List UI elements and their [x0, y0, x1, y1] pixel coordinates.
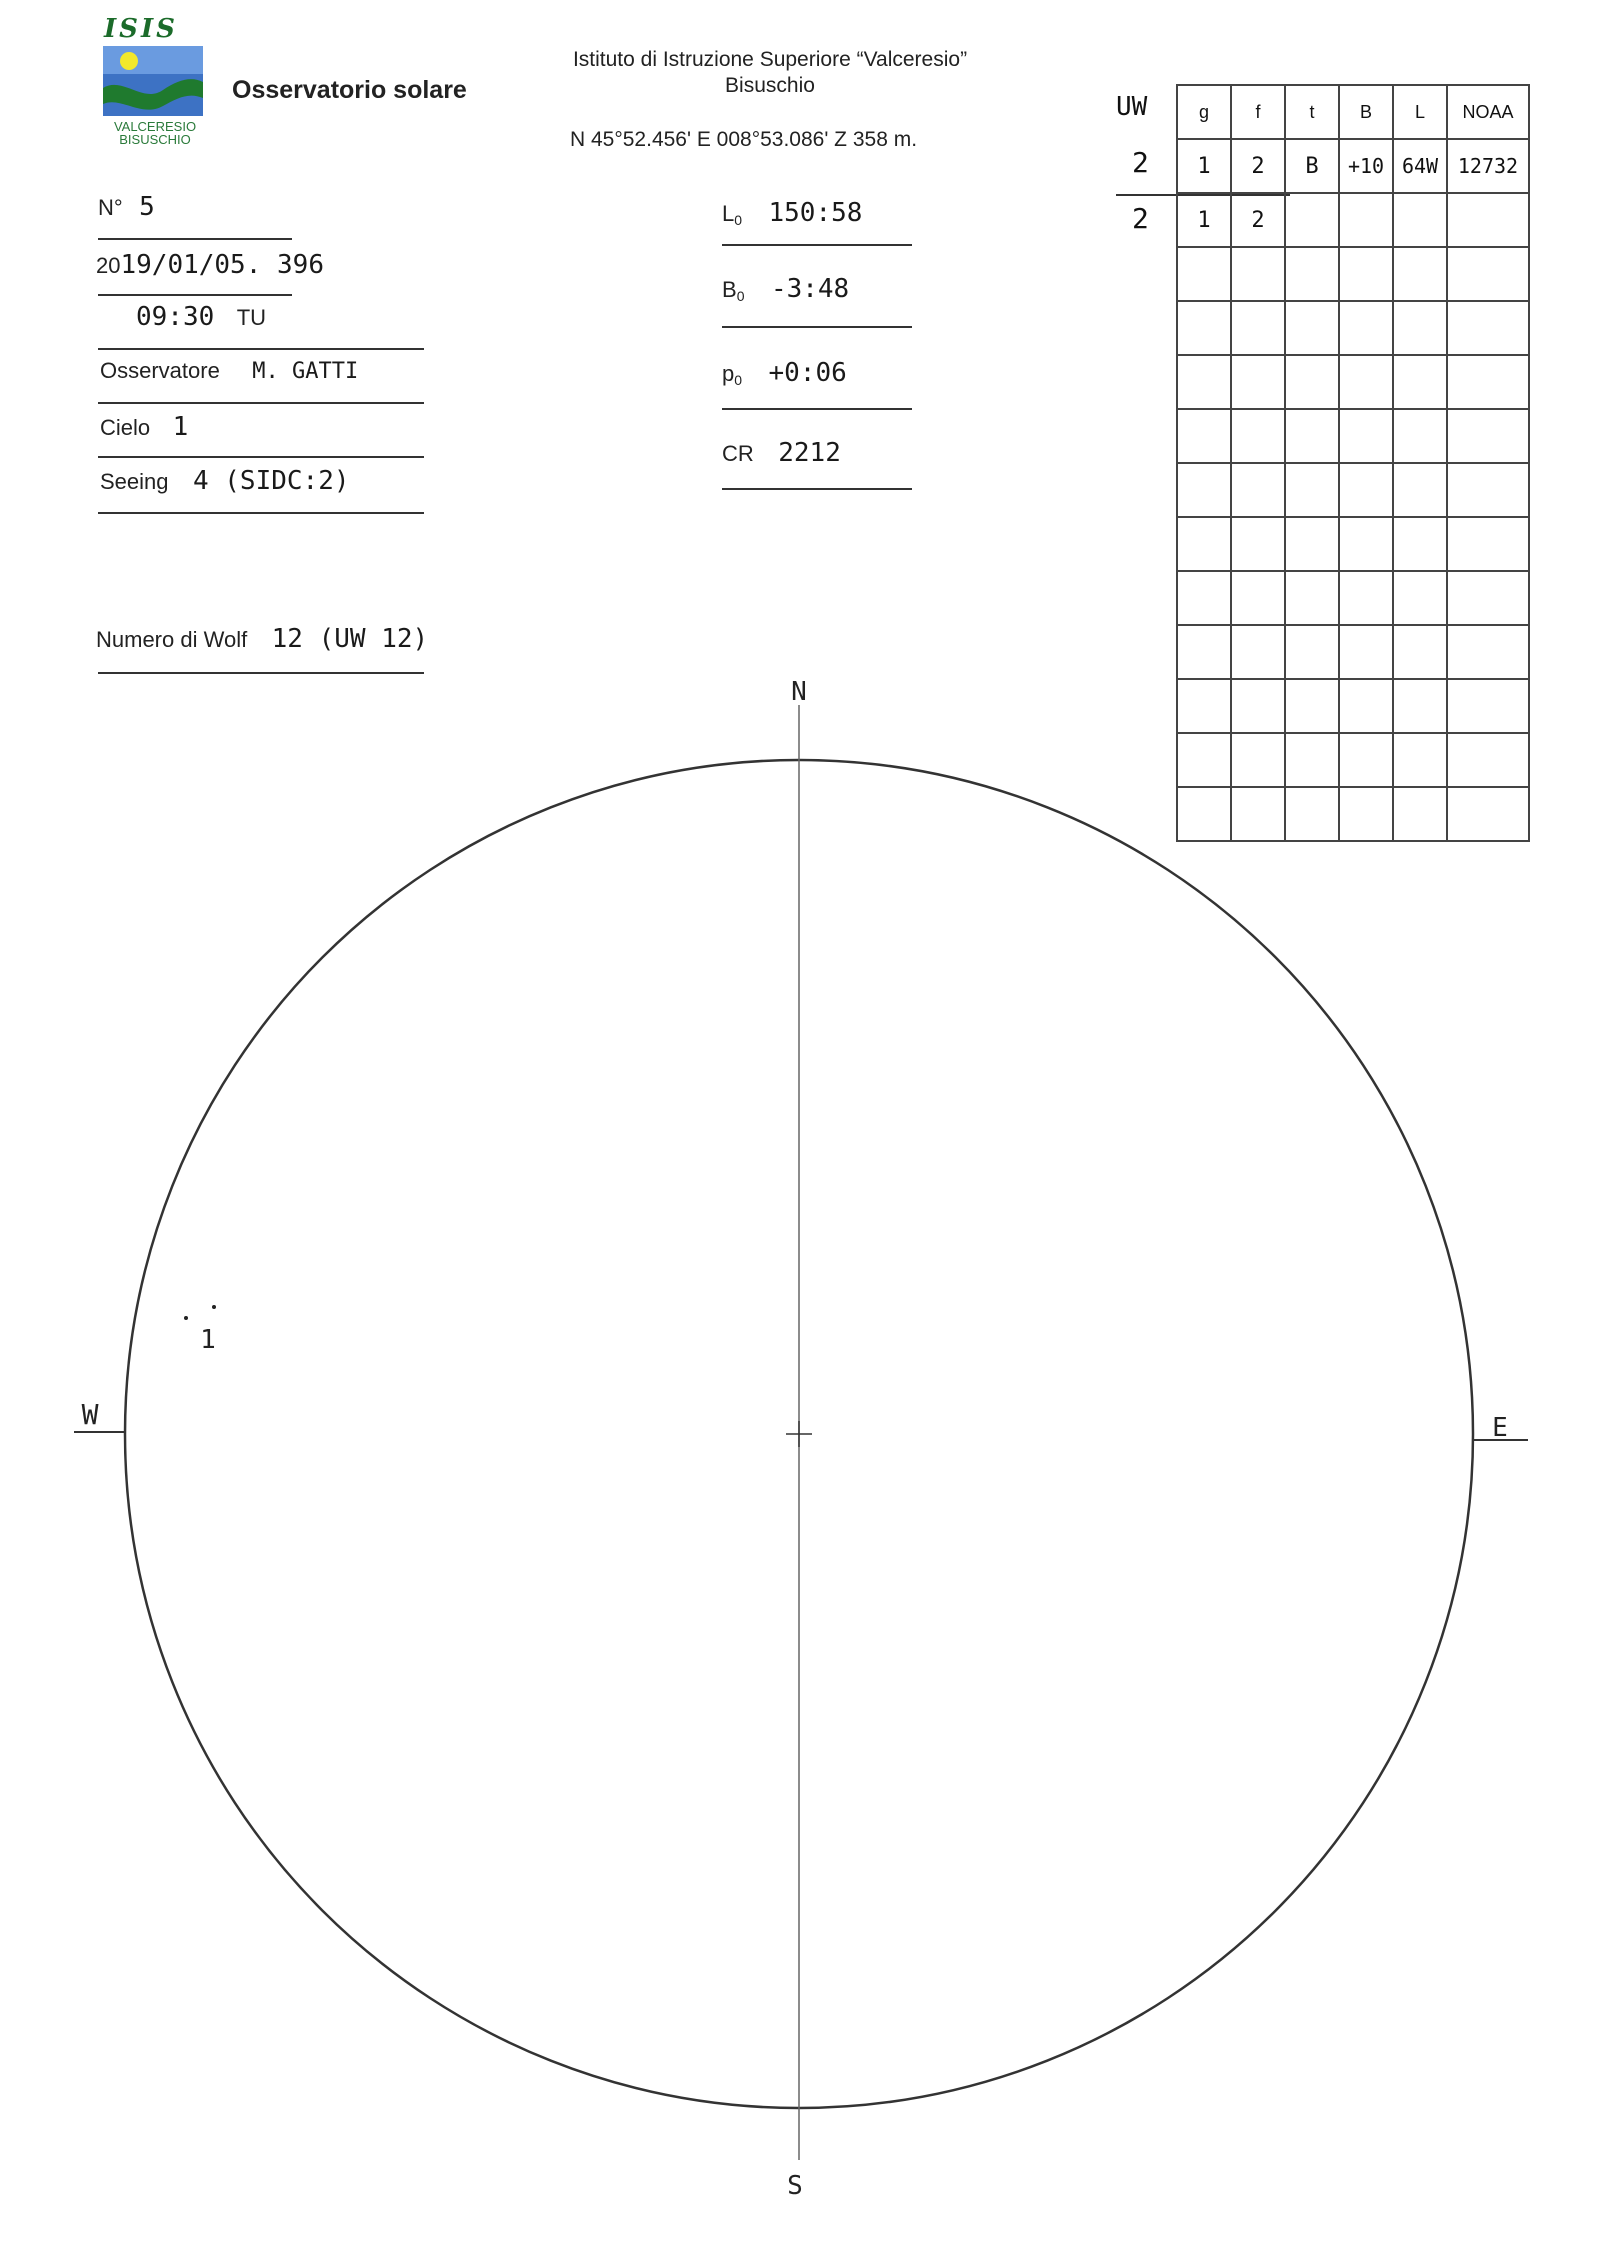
sky-value: 1: [172, 412, 189, 442]
wolf-value: 12 (UW 12): [271, 624, 429, 654]
west-label: W: [81, 1398, 99, 1431]
table-cell: 12732: [1447, 139, 1529, 193]
date-prefix: 20: [96, 253, 121, 278]
seeing-value: 4 (SIDC:2): [192, 466, 350, 496]
l0-subscript: 0: [734, 212, 743, 229]
l0-label: L: [722, 201, 735, 226]
l0-value: 150:58: [768, 198, 863, 228]
logo-caption-line: VALCERESIO: [113, 119, 197, 134]
observer-value: M. GATTI: [252, 359, 359, 384]
table-cell: B: [1285, 139, 1339, 193]
date-value: 19/01/05. 396: [120, 250, 324, 280]
table-cell: 64W: [1393, 139, 1447, 193]
b0-value: -3:48: [770, 274, 850, 304]
p0-subscript: 0: [734, 372, 743, 389]
institute-name: Istituto di Istruzione Superiore “Valceresio”: [572, 48, 968, 71]
p0-label: p: [722, 361, 735, 386]
table-cell: 2: [1231, 139, 1285, 193]
uw-value: 2: [1132, 146, 1149, 179]
uw-value: 2: [1132, 202, 1149, 235]
b0-subscript: 0: [736, 288, 745, 305]
table-cell: 1: [1177, 193, 1231, 247]
number-value: 5: [139, 192, 155, 222]
south-label: S: [787, 2171, 803, 2201]
observatory-title: Osservatorio solare: [232, 76, 467, 104]
sunspot: [212, 1305, 216, 1309]
logo-caption-line: BISUSCHIO: [119, 132, 191, 147]
table-header-cell: L: [1393, 85, 1447, 139]
table-header-cell: f: [1231, 85, 1285, 139]
sunspot-group-label: 1: [200, 1325, 216, 1355]
number-label: N°: [98, 195, 123, 220]
wolf-label: Numero di Wolf: [96, 627, 248, 652]
observer-label: Osservatore: [100, 358, 220, 383]
cr-value: 2212: [778, 438, 841, 468]
table-cell: +10: [1339, 139, 1393, 193]
time-suffix: TU: [236, 305, 267, 330]
table-header-cell: B: [1339, 85, 1393, 139]
sky-label: Cielo: [100, 415, 151, 440]
time-value: 09:30: [136, 302, 215, 332]
table-header-cell: t: [1285, 85, 1339, 139]
table-cell: 1: [1177, 139, 1231, 193]
logo-wordmark: ISIS: [104, 14, 178, 44]
observatory-coordinates: N 45°52.456' E 008°53.086' Z 358 m.: [570, 128, 918, 151]
p0-value: +0:06: [768, 358, 847, 388]
table-header-cell: g: [1177, 85, 1231, 139]
cr-label: CR: [722, 441, 754, 466]
uw-column-label: UW: [1116, 92, 1148, 122]
east-label: E: [1492, 1413, 1508, 1443]
b0-label: B: [722, 277, 737, 302]
seeing-label: Seeing: [100, 469, 169, 494]
institute-city: Bisuschio: [725, 74, 815, 97]
sunspot: [184, 1316, 188, 1320]
north-label: N: [791, 677, 807, 707]
table-header-cell: NOAA: [1447, 85, 1529, 139]
table-cell: 2: [1231, 193, 1285, 247]
